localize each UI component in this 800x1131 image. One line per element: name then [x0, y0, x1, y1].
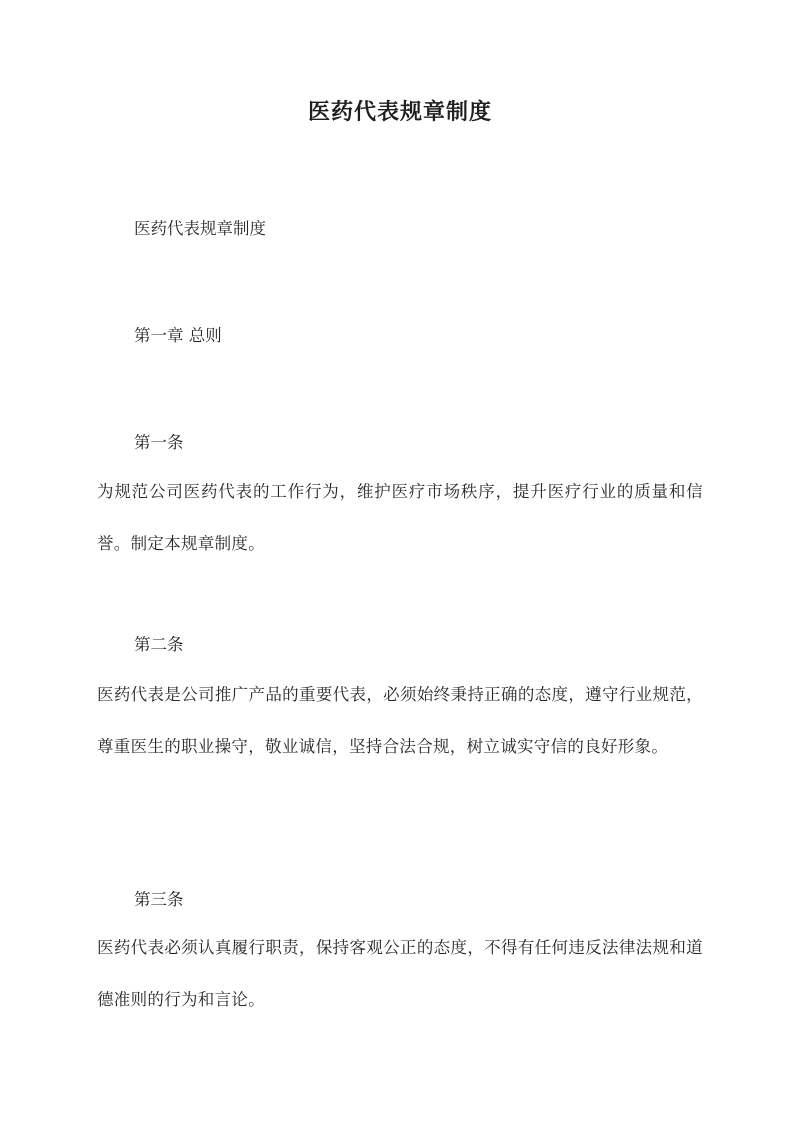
article-2-heading: 第二条	[134, 635, 184, 654]
article-3-heading: 第三条	[134, 890, 184, 909]
article-1-heading: 第一条	[134, 433, 184, 452]
document-subtitle: 医药代表规章制度	[134, 219, 266, 238]
article-2-text: 医药代表是公司推广产品的重要代表，必须始终秉持正确的态度，遵守行业规范，尊重医生的职业操守，敬业诚信，坚持合法合规，树立诚实守信的良好形象。	[97, 685, 703, 756]
article-1-text: 为规范公司医药代表的工作行为，维护医疗市场秩序，提升医疗行业的质量和信誉。制定本规章制度。	[97, 482, 703, 553]
article-3-text: 医药代表必须认真履行职责，保持客观公正的态度，不得有任何违反法律法规和道德准则的行为和言论。	[97, 938, 703, 1009]
chapter-heading: 第一章 总则	[134, 326, 222, 345]
document-title: 医药代表规章制度	[307, 99, 492, 125]
